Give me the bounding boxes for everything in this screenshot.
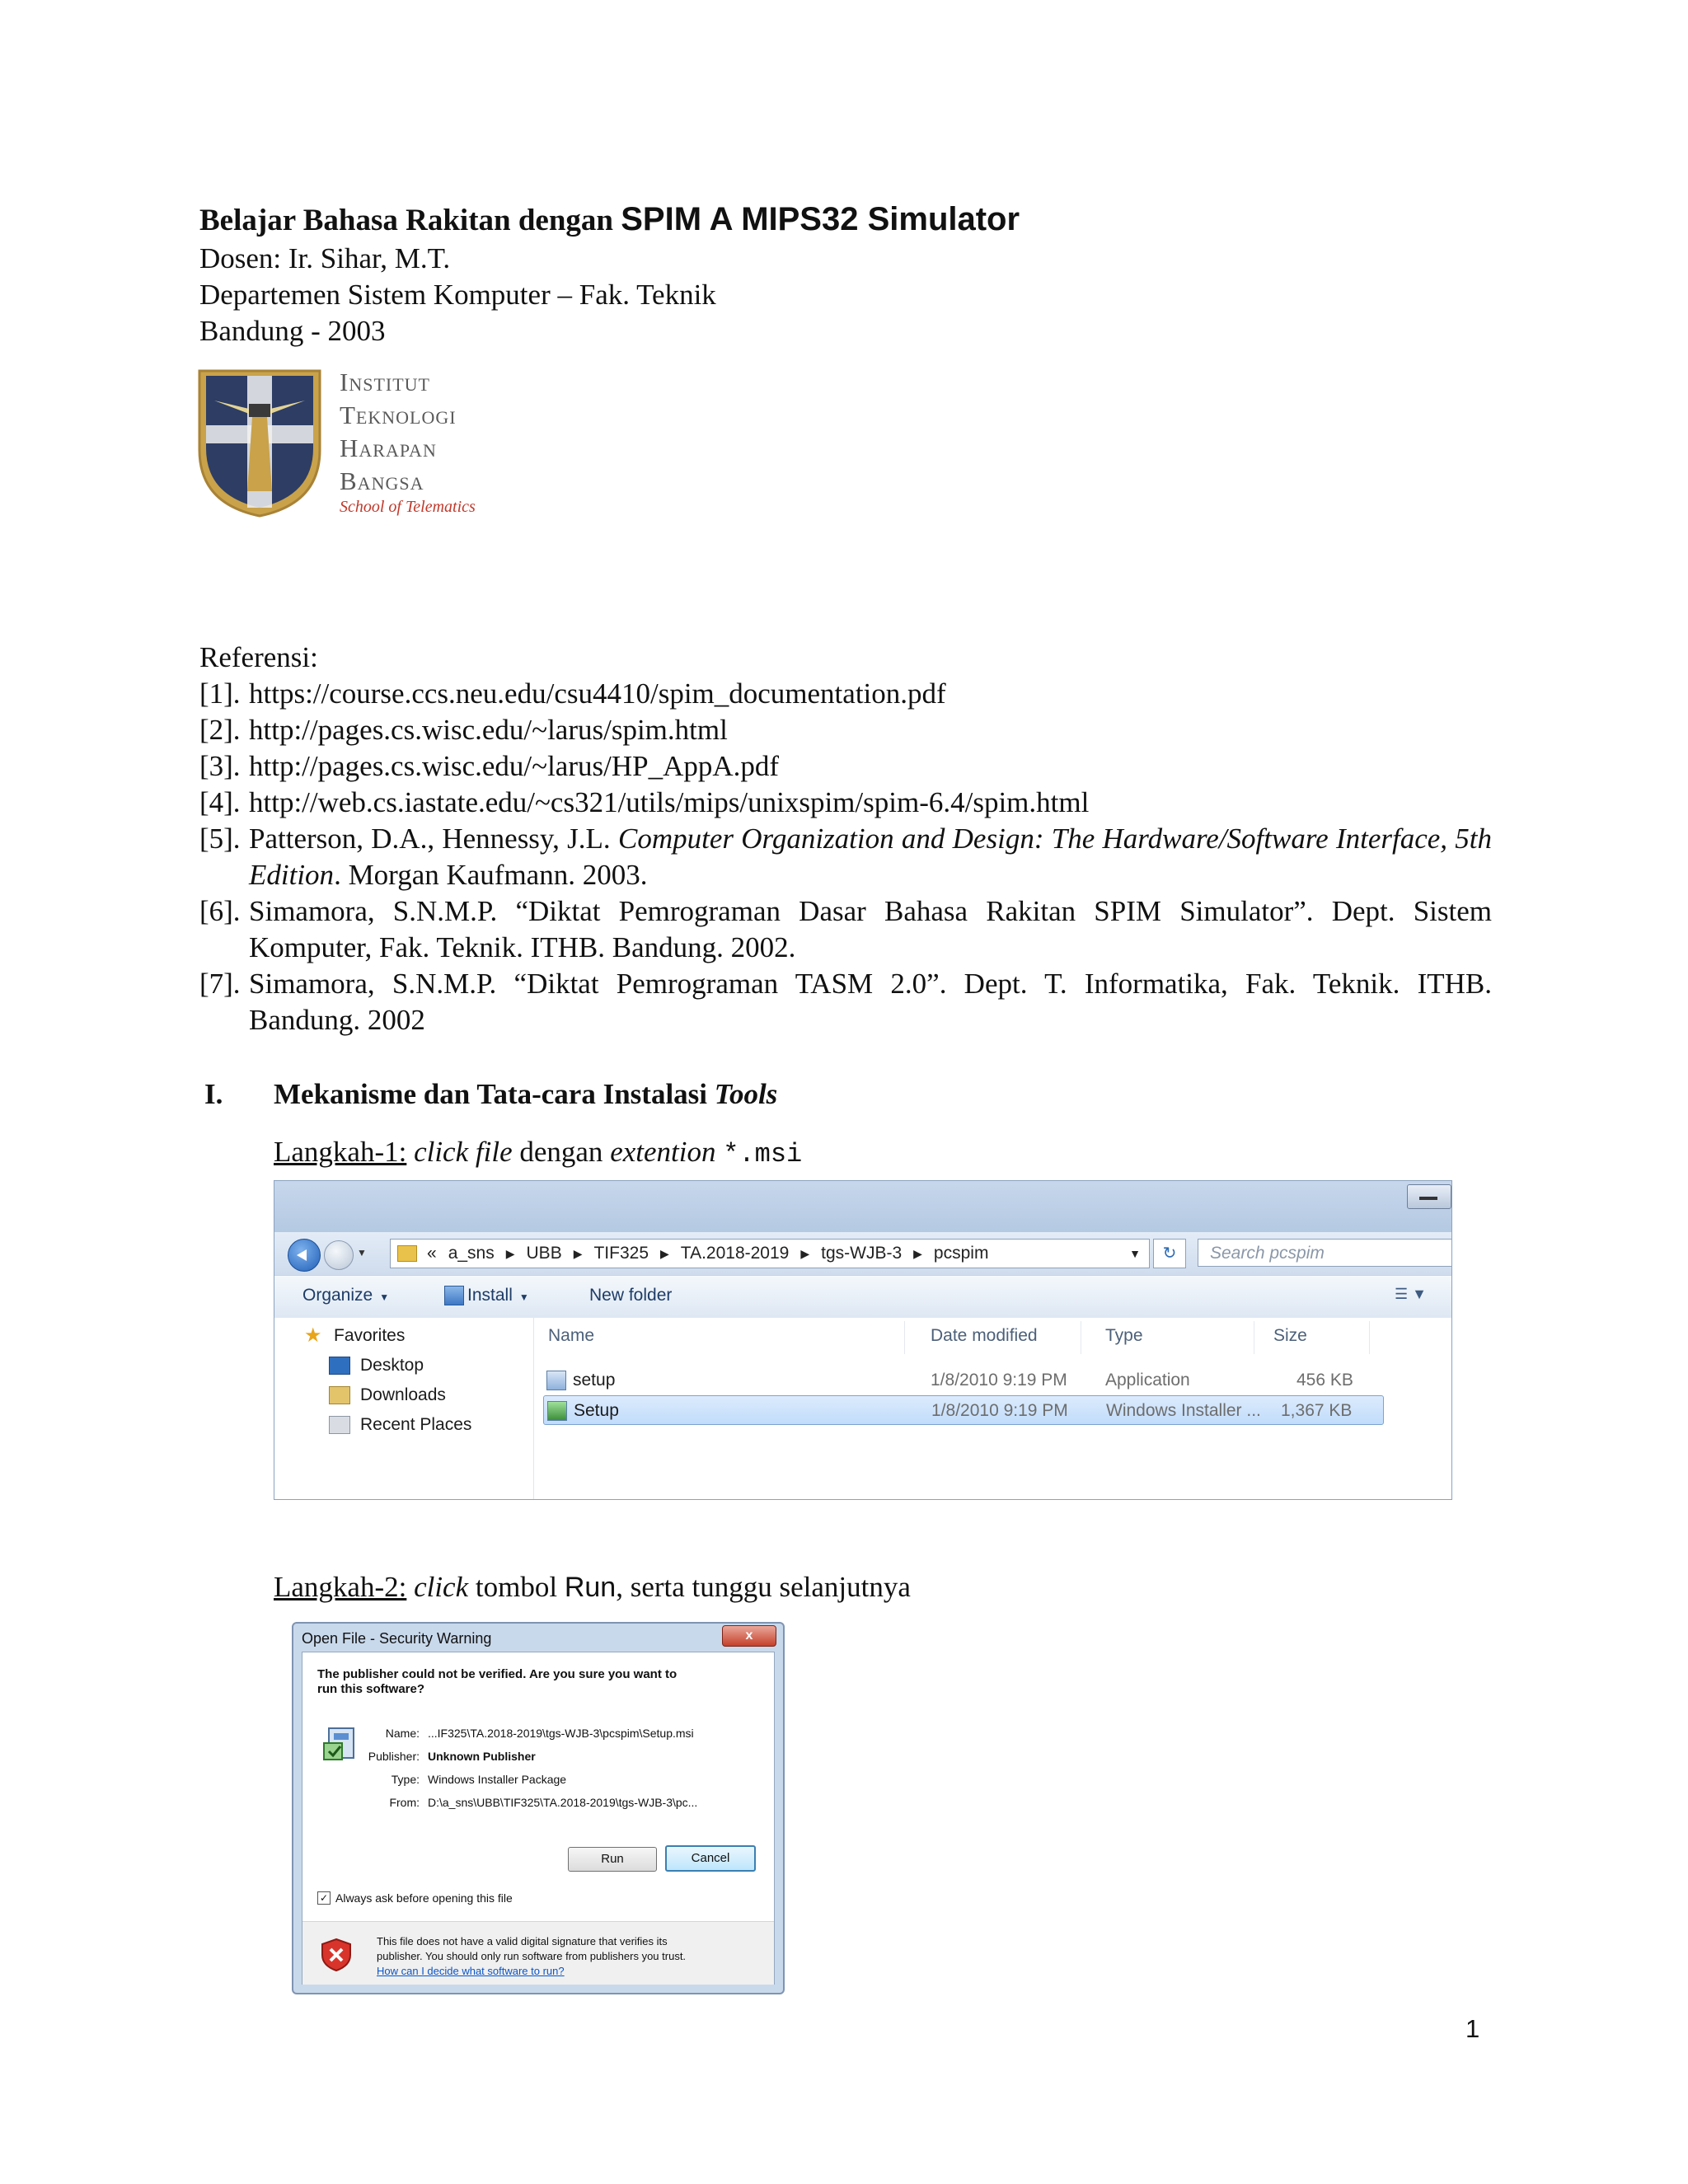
nav-favorites-label: Favorites [334,1326,406,1345]
back-button[interactable] [288,1239,321,1272]
window-frame [274,1181,1451,1232]
step-1-text [274,1136,802,1169]
reference-number: [4]. [199,786,241,818]
file-name-cell [546,1371,615,1390]
place-year-line: Bandung - 2003 [199,315,386,347]
chevron-down-icon: ▼ [379,1291,390,1303]
field-value-type: Windows Installer Package [428,1773,567,1786]
breadcrumb-tif325[interactable]: TIF325 [593,1244,649,1263]
reference-item [199,893,1492,966]
reference-item [199,966,1492,1038]
forward-button[interactable] [324,1240,354,1270]
nav-recent-places[interactable] [329,1415,471,1435]
star-icon: ★ [304,1324,322,1347]
section-title-text: Mekanisme dan Tata-cara Instalasi [274,1078,708,1110]
footer-warning-line2: publisher. You should only run software from publishers you trust. [377,1950,687,1962]
file-size: 1,367 KB [1281,1401,1353,1420]
lecturer-line: Dosen: Ir. Sihar, M.T. [199,242,451,274]
reference-item [199,821,1492,893]
footer-warning-line1: This file does not have a valid digital signature that verifies its [377,1935,668,1947]
field-value-publisher: Unknown Publisher [428,1750,536,1763]
document-title [199,201,1020,238]
logo-line-harapan: Harapan [340,434,437,462]
breadcrumb-pcspim[interactable]: pcspim [933,1244,989,1263]
file-row-selected[interactable] [543,1395,1384,1425]
file-name-cell [547,1401,619,1421]
reference-link[interactable]: http://pages.cs.wisc.edu/~larus/HP_AppA.pdf [249,750,780,782]
step-2-text [274,1571,911,1604]
recent-pages-dropdown[interactable]: ▼ [357,1247,367,1258]
step-2-label: Langkah-2: [274,1571,407,1603]
application-icon [546,1371,566,1390]
chevron-down-icon: ▼ [518,1291,529,1303]
always-ask-row [317,1891,513,1905]
organize-button[interactable] [302,1286,389,1305]
minimize-button[interactable] [1407,1184,1451,1209]
explorer-window [274,1180,1452,1500]
folder-icon [397,1245,417,1262]
reference-text: Simamora, S.N.M.P. “Diktat Pemrograman Dasar Bahasa Rakitan SPIM Simulator”. Dept. Sistem Komputer, Fak. Teknik. ITHB. Bandung. 2002. [249,895,1492,963]
desktop-icon [329,1357,350,1375]
view-options-icon[interactable]: ☰ ▼ [1395,1286,1427,1302]
section-title-italic: Tools [714,1078,778,1110]
installer-package-icon [547,1401,567,1421]
refresh-button[interactable]: ↻ [1153,1239,1186,1268]
references-heading: Referensi: [199,641,318,673]
field-value-from: D:\a_sns\UBB\TIF325\TA.2018-2019\tgs-WJB-3\pc... [428,1796,698,1809]
dialog-question-line1: The publisher could not be verified. Are you sure you want to [317,1667,678,1681]
dialog-content [302,1652,775,1985]
installer-package-icon [322,1723,362,1763]
cancel-button[interactable]: Cancel [665,1845,756,1872]
column-header-date[interactable]: Date modified [931,1326,1038,1345]
breadcrumb-arrow-icon[interactable]: ▶ [913,1246,922,1260]
navigation-pane [274,1318,534,1499]
breadcrumb-arrow-icon[interactable]: ▶ [505,1246,515,1260]
reference-item [199,785,1492,821]
field-label-publisher: Publisher: [368,1750,420,1763]
reference-link[interactable]: https://course.ccs.neu.edu/csu4410/spim_documentation.pdf [249,677,946,710]
logo-tagline: School of Telematics [340,498,476,516]
reference-authors: Patterson, D.A., Hennessy, J.L. [249,823,611,855]
dialog-footer [302,1921,774,1985]
logo-text [340,366,476,517]
breadcrumb-ta[interactable]: TA.2018-2019 [680,1244,790,1263]
address-bar[interactable] [390,1239,1150,1268]
reference-number: [6]. [199,895,241,927]
reference-book-title: Computer Organization and Design: The Hardware/Software Interface, 5th Edition [249,823,1493,891]
dialog-title: Open File - Security Warning [302,1630,492,1647]
breadcrumb-a-sns[interactable]: a_sns [448,1244,495,1263]
organize-label: Organize [302,1286,373,1305]
explorer-body [274,1318,1451,1499]
step-1-label: Langkah-1: [274,1136,407,1168]
page-number: 1 [1465,2014,1480,2043]
reference-number: [5]. [199,823,241,855]
reference-text: Simamora, S.N.M.P. “Diktat Pemrograman TASM 2.0”. Dept. T. Informatika, Fak. Teknik. ITHB. Bandung. 2002 [249,968,1492,1036]
nav-desktop[interactable] [329,1356,424,1376]
reference-text [249,821,1492,893]
security-warning-dialog [292,1622,785,1994]
step-2-click: click [414,1571,469,1603]
reference-link[interactable]: http://web.cs.iastate.edu/~cs321/utils/mips/unixspim/spim-6.4/spim.html [249,786,1090,818]
file-date: 1/8/2010 9:19 PM [931,1371,1067,1390]
nav-favorites[interactable] [304,1326,405,1346]
field-label-from: From: [389,1796,420,1809]
recent-places-icon [329,1416,350,1434]
reference-link[interactable]: http://pages.cs.wisc.edu/~larus/spim.html [249,714,728,746]
breadcrumb-arrow-icon[interactable]: ▶ [800,1246,810,1260]
logo-line-bangsa: Bangsa [340,466,424,495]
downloads-icon [329,1386,350,1404]
close-button[interactable]: x [722,1625,776,1647]
logo-line-teknologi: Teknologi [340,401,457,429]
address-dropdown-icon[interactable]: ▼ [1129,1247,1141,1260]
nav-desktop-label: Desktop [360,1356,424,1375]
field-value-name: ...IF325\TA.2018-2019\tgs-WJB-3\pcspim\Setup.msi [428,1727,694,1740]
nav-downloads-label: Downloads [360,1385,446,1404]
breadcrumb-tgs[interactable]: tgs-WJB-3 [821,1244,903,1263]
nav-downloads[interactable] [329,1385,446,1405]
file-row[interactable] [543,1366,1382,1394]
breadcrumb-ubb[interactable]: UBB [526,1244,562,1263]
reference-item [199,748,1492,785]
file-list [533,1318,1451,1499]
reference-publisher: . Morgan Kaufmann. 2003. [334,859,648,891]
nav-recent-places-label: Recent Places [360,1415,472,1434]
security-shield-icon [321,1938,352,1971]
references [199,640,1492,1038]
breadcrumb-arrow-icon[interactable]: ▶ [660,1246,669,1260]
column-header-name[interactable]: Name [548,1326,595,1345]
file-type: Application [1105,1371,1190,1390]
section-number: I. [204,1078,223,1110]
always-ask-checkbox[interactable]: ✓ [317,1891,331,1905]
file-name: Setup [574,1401,619,1420]
step-2-mid: tombol [475,1571,558,1603]
minimize-icon [1419,1197,1437,1200]
reference-number: [2]. [199,714,241,746]
reference-item [199,676,1492,712]
logo-line-institut: Institut [340,368,430,396]
install-button[interactable] [444,1286,529,1305]
field-label-name: Name: [385,1727,420,1740]
step-1-click: click [414,1136,469,1168]
file-size: 456 KB [1296,1371,1353,1390]
file-type: Windows Installer ... [1106,1401,1261,1420]
step-1-mid: dengan [519,1136,603,1168]
step-2-run: Run [564,1572,617,1603]
title-serif-part: Belajar Bahasa Rakitan dengan [199,204,613,237]
command-bar [274,1275,1451,1319]
step-1-extension: *.msi [723,1139,803,1169]
dialog-question-line2: run this software? [317,1682,425,1696]
always-ask-label[interactable]: Always ask before opening this file [335,1891,513,1905]
reference-number: [1]. [199,677,241,710]
address-row [274,1232,1451,1275]
help-link[interactable]: How can I decide what software to run? [377,1965,565,1977]
title-sans-part: SPIM A MIPS32 Simulator [621,201,1020,237]
run-button[interactable]: Run [568,1847,657,1872]
reference-number: [7]. [199,968,241,1000]
column-divider[interactable] [1369,1321,1370,1354]
department-line: Departemen Sistem Komputer – Fak. Teknik [199,279,716,311]
file-date: 1/8/2010 9:19 PM [931,1401,1068,1420]
field-label-type: Type: [391,1773,420,1786]
column-header-size[interactable]: Size [1273,1326,1307,1345]
file-name: setup [573,1371,616,1390]
step-1-file: file [475,1136,513,1168]
section-title [274,1078,777,1111]
install-label: Install [467,1286,513,1305]
search-input[interactable]: Search pcspim [1198,1239,1452,1267]
breadcrumb-arrow-icon[interactable]: ▶ [573,1246,583,1260]
step-2-rest: , serta tunggu selanjutnya [616,1571,911,1603]
installer-icon [444,1286,464,1305]
column-divider[interactable] [904,1321,905,1354]
column-header-type[interactable]: Type [1105,1326,1143,1345]
reference-number: [3]. [199,750,241,782]
breadcrumb-overflow[interactable]: « [427,1244,437,1263]
step-1-extention: extention [610,1136,716,1168]
reference-item [199,712,1492,748]
new-folder-button[interactable]: New folder [589,1286,673,1305]
